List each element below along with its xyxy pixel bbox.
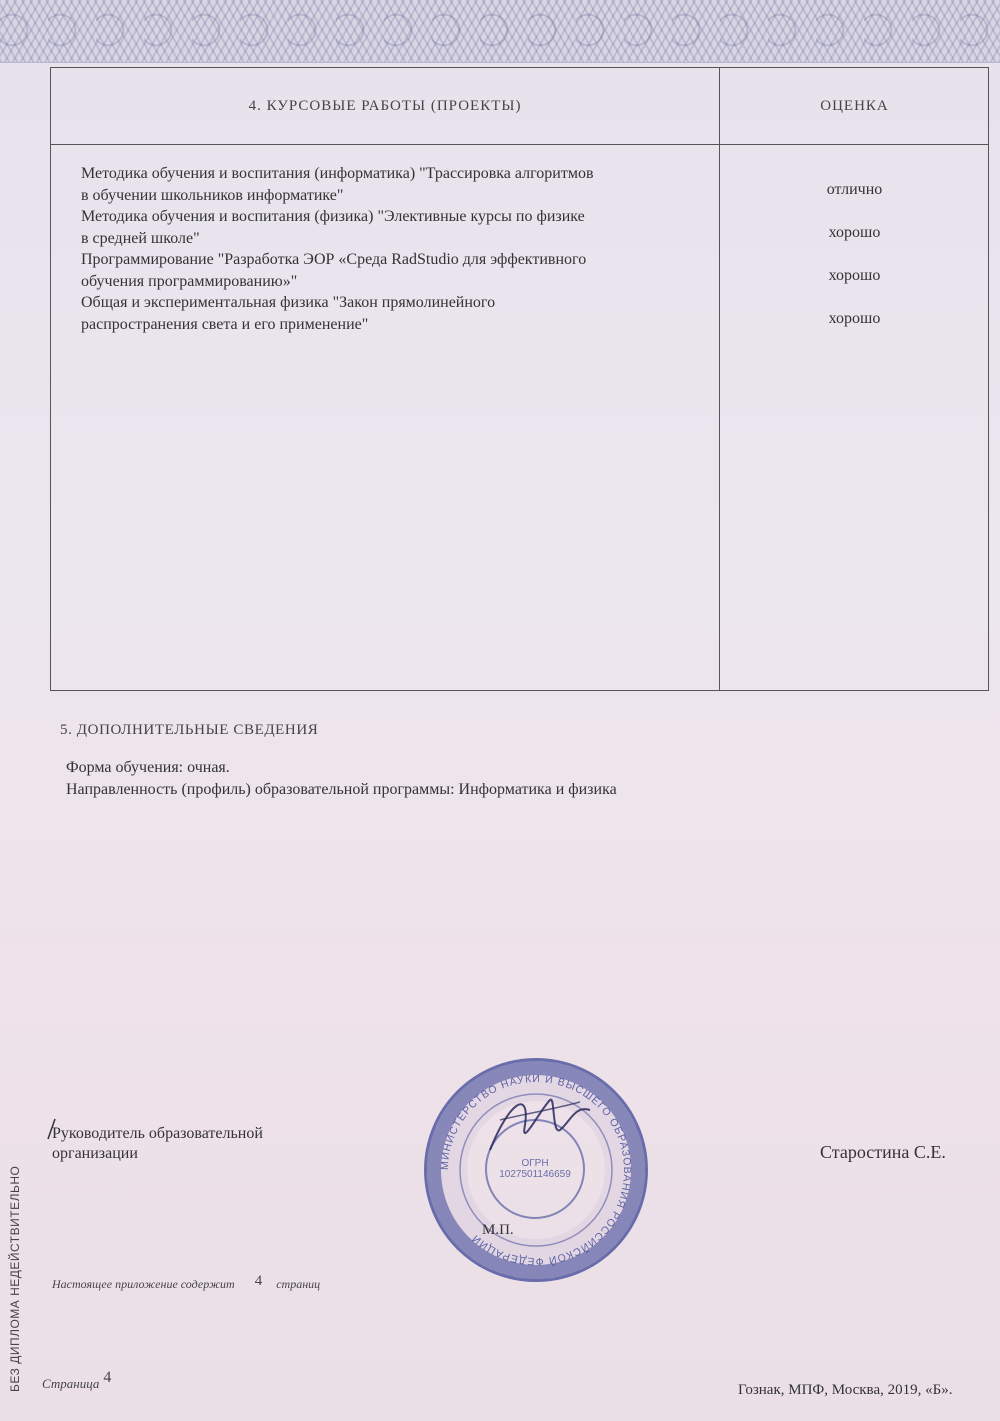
- course-title-line: в средней школе": [81, 229, 200, 247]
- leader-title-line: организации: [52, 1145, 138, 1162]
- course-grade: хорошо: [828, 224, 881, 241]
- security-pattern-border: [0, 0, 1000, 63]
- leader-title-line: Руководитель образовательной: [52, 1125, 263, 1142]
- leader-name: Старостина С.Е.: [820, 1142, 946, 1162]
- leader-title: [52, 1124, 263, 1164]
- page-count-value: 4: [254, 1273, 263, 1289]
- section-title: 5. ДОПОЛНИТЕЛЬНЫЕ СВЕДЕНИЯ: [60, 722, 319, 738]
- course-item: [81, 292, 701, 335]
- seal-ring-text: МИНИСТЕРСТВО НАУКИ И ВЫСШЕГО ОБРАЗОВАНИЯ РОССИЙСКОЙ ФЕДЕРАЦИИ: [438, 1072, 634, 1268]
- course-title-line: обучения программированию»": [81, 272, 298, 290]
- additional-info: [66, 757, 617, 801]
- coursework-header: 4. КУРСОВЫЕ РАБОТЫ (ПРОЕКТЫ): [248, 97, 522, 114]
- course-grade: хорошо: [828, 310, 881, 327]
- page-count-suffix: страниц: [276, 1277, 321, 1291]
- course-title-line: Методика обучения и воспитания (физика) "Элективные курсы по физике: [81, 208, 585, 225]
- seal-place-label: М.П.: [482, 1222, 514, 1238]
- course-title-line: Общая и экспериментальная физика "Закон прямолинейного: [81, 294, 496, 311]
- coursework-table: [50, 67, 989, 691]
- printer-imprint: Гознак, МПФ, Москва, 2019, «Б».: [738, 1382, 953, 1398]
- course-title-line: в обучении школьников информатике": [81, 186, 344, 204]
- page-word: Страница: [42, 1376, 100, 1391]
- validity-notice: БЕЗ ДИПЛОМА НЕДЕЙСТВИТЕЛЬНО: [8, 1165, 22, 1392]
- course-item: [81, 249, 701, 292]
- course-grade: отлично: [826, 181, 883, 198]
- column-divider: [719, 68, 720, 690]
- seal-ogrn: ОГРН 1027501146659: [499, 1158, 571, 1180]
- study-form: Форма обучения: очная.: [66, 759, 230, 776]
- page-number-label: [42, 1369, 112, 1393]
- course-item: [81, 206, 701, 249]
- page-count-statement: [52, 1273, 321, 1293]
- course-list: [81, 163, 701, 335]
- course-grade: хорошо: [828, 267, 881, 284]
- course-title-line: распространения света и его применение": [81, 315, 369, 333]
- signature-icon: [480, 1080, 600, 1170]
- course-item: [81, 163, 701, 206]
- course-title-line: Программирование "Разработка ЭОР «Среда RadStudio для эффективного: [81, 251, 587, 268]
- page-number: 4: [103, 1369, 112, 1386]
- program-profile: Направленность (профиль) образовательной программы: Информатика и физика: [66, 781, 617, 798]
- page-count-prefix: Настоящее приложение содержит: [52, 1277, 235, 1291]
- grade-list: [721, 181, 988, 353]
- grade-header: ОЦЕНКА: [820, 97, 889, 114]
- course-title-line: Методика обучения и воспитания (информатика) "Трассировка алгоритмов: [81, 165, 594, 182]
